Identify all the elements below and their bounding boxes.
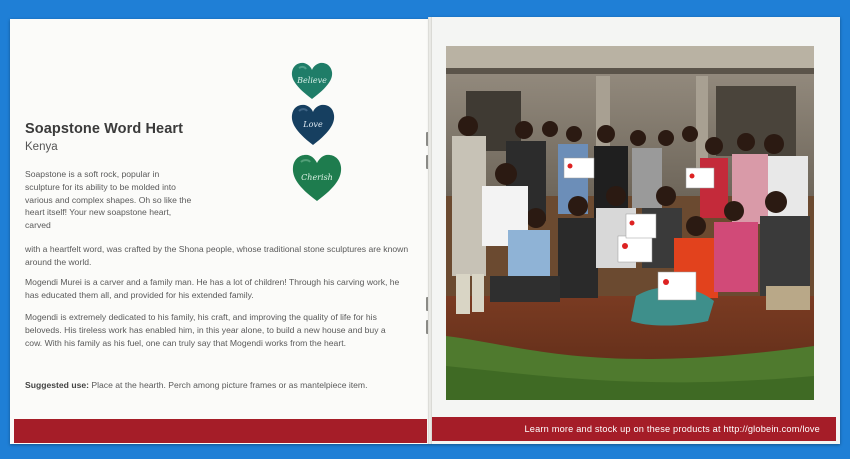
staple [426, 320, 431, 334]
product-title: Soapstone Word Heart [25, 121, 184, 137]
paragraph-carver: Mogendi Murei is a carver and a family man. He has a lot of children! Through his carving work, he has educated them all, and provided for his extended family. [25, 277, 400, 300]
left-page [10, 19, 430, 444]
heart-word: Love [303, 120, 323, 129]
paragraph-intro: Soapstone is a soft rock, popular in sculpture for its ability to be molded into various and complex shapes. Oh so like the heart itself! Your new soapstone heart, carved [25, 169, 192, 231]
staple [426, 155, 431, 169]
footer-band-left [14, 419, 427, 443]
paragraph-intro-cont: with a heartfelt word, was crafted by the Shona people, whose traditional stone sculptures are known around the world. [25, 244, 409, 267]
booklet [10, 17, 840, 444]
heart-cherish [291, 153, 343, 203]
paragraph-dedication: Mogendi is extremely dedicated to his family, his craft, and improving the quality of life for his beloveds. His tireless work has enabled him, in this year alone, to build a new house and buy a cow. With his family as his fuel, one can truly say that Mogendi works from the heart. [25, 312, 386, 348]
heart-word: Believe [297, 76, 327, 85]
footer-band-right [432, 417, 836, 441]
footer-link-text: Learn more and stock up on these products at http://globein.com/love [524, 424, 820, 434]
suggested-use [25, 379, 395, 392]
heart-believe [290, 61, 334, 101]
staple [426, 297, 431, 311]
staple [426, 132, 431, 146]
suggested-use-text: Place at the hearth. Perch among picture frames or as mantelpiece item. [89, 380, 368, 390]
heart-word: Cherish [301, 173, 333, 182]
group-photo [446, 46, 814, 400]
heart-love [290, 103, 336, 147]
product-origin: Kenya [25, 141, 58, 153]
booklet-spine [428, 17, 432, 444]
suggested-use-label: Suggested use: [25, 380, 89, 390]
